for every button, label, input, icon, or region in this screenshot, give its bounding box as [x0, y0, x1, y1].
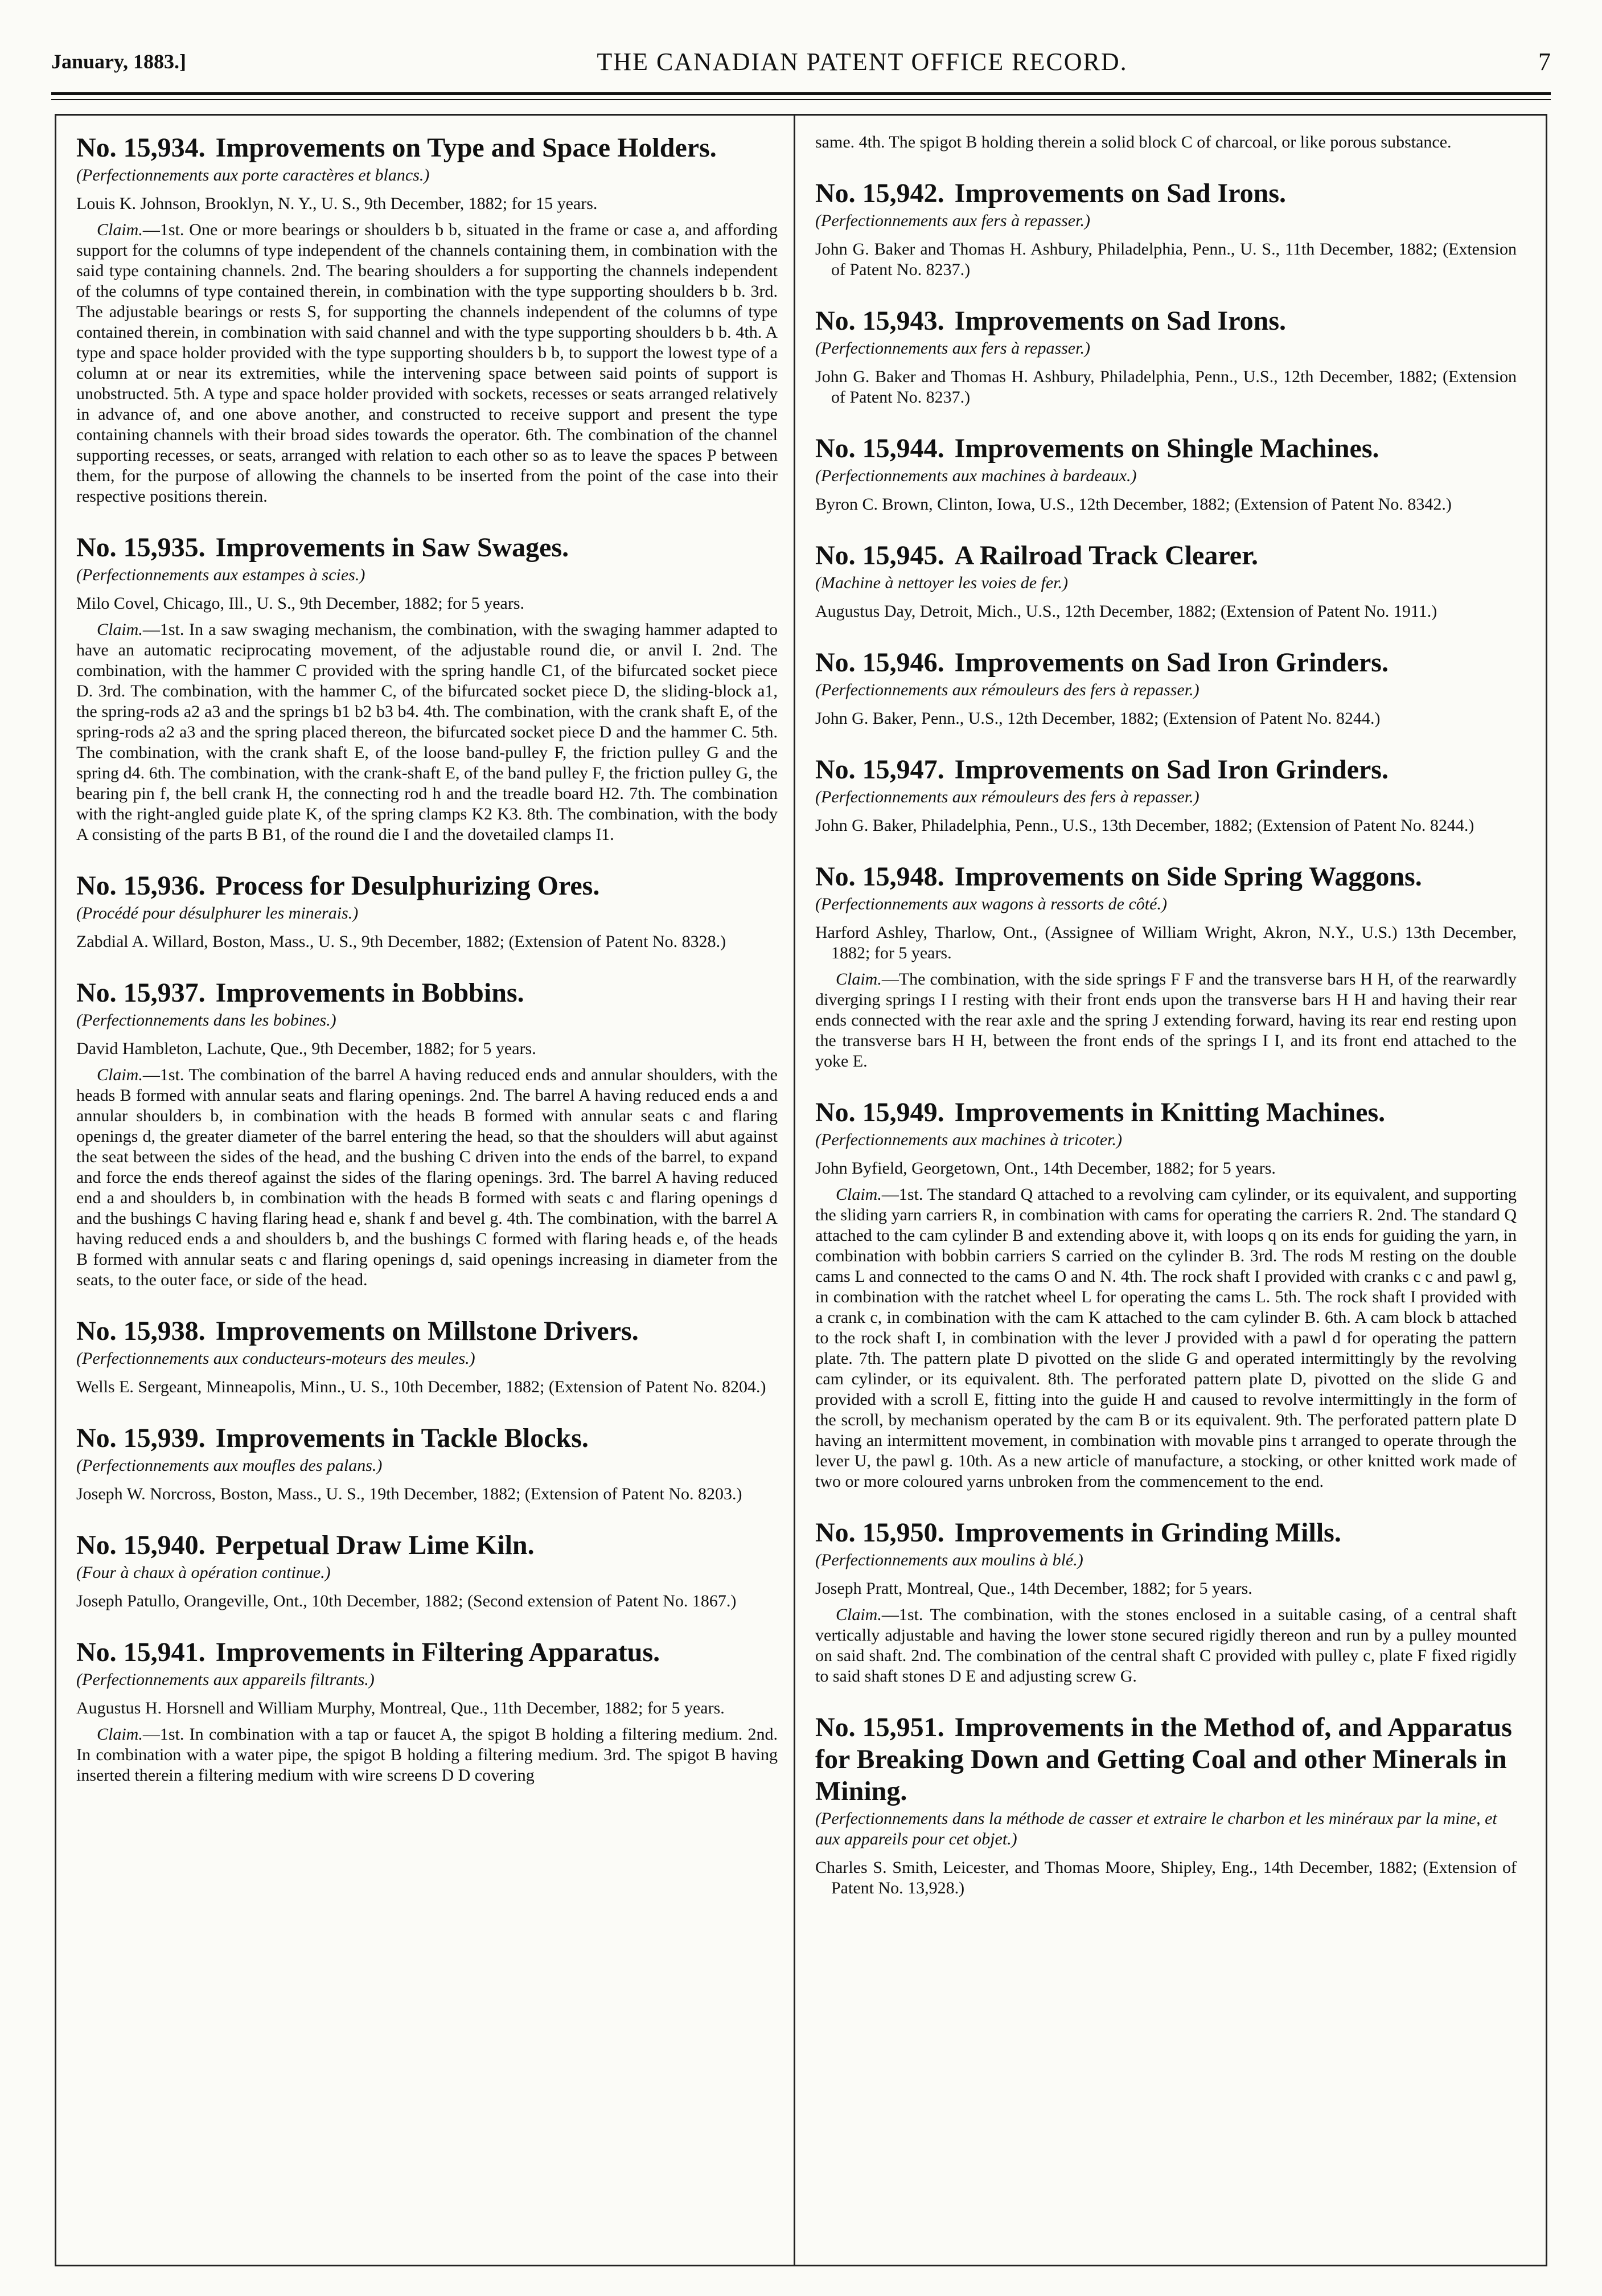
patentee-details: John G. Baker, Philadelphia, Penn., U.S., 13th December, 1882; (Extension of Patent No. 8244.) — [815, 816, 1474, 835]
patent-number: No. 15,939. — [76, 1423, 206, 1453]
patent-entry — [76, 1315, 778, 1397]
french-title: (Perfectionnements aux moufles des palans.) — [76, 1456, 383, 1475]
patent-heading — [815, 1712, 1517, 1807]
patentee-details: Charles S. Smith, Leicester, and Thomas Moore, Shipley, Eng., 14th December, 1882; (Extension of Patent No. 13,928.) — [815, 1858, 1517, 1897]
patent-number: No. 15,943. — [815, 306, 944, 336]
patent-heading — [76, 132, 778, 164]
patent-number: No. 15,938. — [76, 1316, 206, 1346]
patent-title: Improvements in Bobbins. — [215, 978, 524, 1008]
french-title: (Perfectionnements aux fers à repasser.) — [815, 339, 1090, 358]
patent-number: No. 15,935. — [76, 532, 206, 563]
patentee-details: John G. Baker and Thomas H. Ashbury, Philadelphia, Penn., U.S., 12th December, 1882; (Extension of Patent No. 8237.) — [815, 367, 1517, 407]
patent-number: No. 15,934. — [76, 133, 206, 163]
patent-title: Improvements on Shingle Machines. — [954, 433, 1379, 464]
patent-title: Improvements on Sad Irons. — [954, 306, 1286, 336]
claim-body: —1st. In a saw swaging mechanism, the combination, with the swaging hammer adapted to have an automatic reciprocating movement, of the adjustable round die, or anvil I. 2nd. The combination, with the hammer C provided with the spring handle C1, of the bifurcated socket piece D. 3rd. The combination, with the hammer C, of the bifurcated socket piece D, the sliding-block a1, the spring-rods a2 a3 and the springs b1 b2 b3 b4. 4th. The combination, with the crank shaft E, of the spring-rods a2 a3 and the spring placed thereon, the bifurcated socket piece D and the hammer C. 5th. The combination, with the crank shaft E, of the loose band-pulley F, the friction pulley G and the spring d4. 6th. The combination, with the crank-shaft E, of the band pulley F, the friction pulley G, the bearing pin f, the bell crank H, the connecting rod h and the treadle board H2. 7th. The combination with the right-angled guide plate K, of the spring clamps K2 K3. 8th. The combination, with the body A consisting of the parts B B1, of the round die I and the dovetailed clamps I1. — [76, 620, 778, 844]
french-title: (Perfectionnements aux appareils filtrants.) — [76, 1670, 375, 1689]
patentee-details: Wells E. Sergeant, Minneapolis, Minn., U. S., 10th December, 1882; (Extension of Patent No. 8204.) — [76, 1377, 766, 1396]
patent-number: No. 15,949. — [815, 1097, 944, 1128]
patent-number: No. 15,947. — [815, 755, 944, 785]
patent-title: Improvements in the Method of, and Apparatus for Breaking Down and Getting Coal and other Minerals in Mining. — [815, 1712, 1512, 1806]
patent-number: No. 15,945. — [815, 540, 944, 571]
patent-number: No. 15,940. — [76, 1530, 206, 1560]
french-title: (Perfectionnements aux rémouleurs des fers à repasser.) — [815, 680, 1200, 699]
patent-number: No. 15,948. — [815, 862, 944, 892]
claim-body: —1st. The combination, with the stones enclosed in a suitable casing, of a central shaft vertically adjustable and having the lower stone secured rigidly thereon and run by a pulley mounted on said shaft. 2nd. The combination of the central shaft C provided with pulley c, plate F fixed rigidly to said shaft stones D E and adjusting screw G. — [815, 1605, 1517, 1686]
patent-heading — [76, 532, 778, 564]
claim-body: —1st. One or more bearings or shoulders b b, situated in the frame or case a, and affording support for the columns of type independent of the channels containing them, in combination with the said type containing channels. 2nd. The bearing shoulders a for supporting the channels independent of the columns of type contained therein, in combination with the type supporting shoulders b b. 3rd. The adjustable bearings or rests S, for supporting the channels independent of the columns of type contained therein, in combination with said channel and with the type supporting shoulders b b. 4th. A type and space holder provided with the type supporting shoulders b b, to support the lowest type of a column at or near its extremities, while the intervening space between said points of support is unobstructed. 5th. A type and space holder provided with sockets, recesses or seats arranged relatively in advance of, and one above another, and constructed to receive support and present the type containing channels with their broad sides towards the operator. 6th. The combination of the channel supporting recesses, or seats, arranged with relation to each other so as to leave the spaces P between them, for the purpose of allowing the channels to be inserted from the point of the case into their respective positions therein. — [76, 220, 778, 506]
claim-body: —1st. In combination with a tap or faucet A, the spigot B holding a filtering medium. 2nd. In combination with a water pipe, the spigot B holding a filtering medium. 3rd. The spigot B having inserted therein a filtering medium with wire screens D D covering — [76, 1725, 778, 1785]
claim-body: —The combination, with the side springs F F and the transverse bars H H, of the rearwardly diverging springs I I resting with their front ends upon the transverse bars H H and having their rear ends connected with the rear axle and the spring J extending forward, having its rear end resting upon the transverse bars H H, between the front ends of the springs I I, and its front end attached to the yoke E. — [815, 970, 1517, 1071]
patent-heading — [815, 754, 1517, 786]
claim-label: Claim. — [97, 1065, 143, 1084]
patent-entry — [815, 433, 1517, 515]
claim-label: Claim. — [97, 220, 143, 239]
journal-title: THE CANADIAN PATENT OFFICE RECORD. — [597, 47, 1128, 76]
patent-number: No. 15,936. — [76, 871, 206, 901]
patent-entry — [76, 977, 778, 1290]
patent-entry — [815, 540, 1517, 622]
french-title: (Perfectionnements aux porte caractères et blancs.) — [76, 166, 430, 184]
french-title: (Perfectionnements aux rémouleurs des fers à repasser.) — [815, 788, 1200, 806]
patent-heading — [76, 1637, 778, 1668]
patent-number: No. 15,950. — [815, 1518, 944, 1548]
header-rule-thin — [51, 99, 1551, 100]
patent-title: Improvements in Grinding Mills. — [954, 1518, 1341, 1548]
patent-entry — [76, 1422, 778, 1504]
claim-label: Claim. — [97, 1725, 143, 1744]
patentee-details: Byron C. Brown, Clinton, Iowa, U.S., 12th December, 1882; (Extension of Patent No. 8342.) — [815, 495, 1452, 514]
patent-title: Improvements on Sad Iron Grinders. — [954, 755, 1389, 785]
french-title: (Perfectionnements aux conducteurs-moteurs des meules.) — [76, 1349, 475, 1368]
header-rule — [51, 92, 1551, 95]
patent-entry — [76, 532, 778, 845]
patent-title: Improvements in Saw Swages. — [215, 532, 569, 563]
patent-heading — [76, 1530, 778, 1561]
patentee-details: Louis K. Johnson, Brooklyn, N. Y., U. S., 9th December, 1882; for 15 years. — [76, 194, 598, 213]
claim-text — [815, 1605, 1517, 1687]
patent-number: No. 15,942. — [815, 178, 944, 208]
french-title: (Perfectionnements aux machines à tricoter.) — [815, 1130, 1123, 1149]
claim-text — [815, 1184, 1517, 1492]
patent-number: No. 15,951. — [815, 1712, 944, 1742]
patent-entry — [76, 1637, 778, 1786]
patent-number: No. 15,937. — [76, 978, 206, 1008]
patent-number: No. 15,941. — [76, 1637, 206, 1667]
patent-number: No. 15,944. — [815, 433, 944, 464]
patent-entry — [815, 1517, 1517, 1687]
patentee-details: Zabdial A. Willard, Boston, Mass., U. S., 9th December, 1882; (Extension of Patent No. 8328.) — [76, 932, 726, 951]
claim-label: Claim. — [836, 1185, 882, 1204]
running-head — [51, 44, 1551, 79]
patent-entry — [76, 132, 778, 507]
french-title: (Procédé pour désulphurer les minerais.) — [76, 904, 359, 922]
patent-title: Improvements in Knitting Machines. — [954, 1097, 1386, 1128]
patent-heading — [76, 977, 778, 1009]
french-title: (Machine à nettoyer les voies de fer.) — [815, 573, 1069, 592]
patent-heading — [815, 540, 1517, 572]
patent-entry — [815, 647, 1517, 729]
patent-heading — [815, 433, 1517, 465]
patentee-details: Milo Covel, Chicago, Ill., U. S., 9th December, 1882; for 5 years. — [76, 594, 524, 613]
patent-heading — [815, 1097, 1517, 1129]
patent-entry — [815, 132, 1517, 153]
patent-title: A Railroad Track Clearer. — [954, 540, 1258, 571]
patent-title: Process for Desulphurizing Ores. — [215, 871, 600, 901]
claim-label: Claim. — [836, 970, 882, 989]
patentee-details: David Hambleton, Lachute, Que., 9th December, 1882; for 5 years. — [76, 1039, 536, 1058]
patent-number: No. 15,946. — [815, 647, 944, 678]
patent-entry — [815, 305, 1517, 408]
patentee-details: John G. Baker, Penn., U.S., 12th December, 1882; (Extension of Patent No. 8244.) — [815, 709, 1381, 728]
patent-entry — [815, 754, 1517, 836]
column-divider — [794, 114, 795, 2266]
claim-text — [76, 1724, 778, 1786]
french-title: (Four à chaux à opération continue.) — [76, 1563, 331, 1582]
french-title: (Perfectionnements aux fers à repasser.) — [815, 211, 1090, 230]
patent-heading — [815, 861, 1517, 893]
patent-title: Improvements on Type and Space Holders. — [215, 133, 717, 163]
patent-entry — [815, 178, 1517, 280]
patentee-details: Augustus H. Horsnell and William Murphy, Montreal, Que., 11th December, 1882; for 5 years. — [76, 1699, 725, 1717]
patentee-details: John G. Baker and Thomas H. Ashbury, Philadelphia, Penn., U. S., 11th December, 1882; (Extension of Patent No. 8237.) — [815, 240, 1517, 279]
patent-title: Improvements on Sad Irons. — [954, 178, 1286, 208]
patent-title: Perpetual Draw Lime Kiln. — [215, 1530, 535, 1560]
patent-title: Improvements in Tackle Blocks. — [215, 1423, 589, 1453]
claim-label: Claim. — [97, 620, 143, 639]
patentee-details: Augustus Day, Detroit, Mich., U.S., 12th December, 1882; (Extension of Patent No. 1911.) — [815, 602, 1437, 621]
continued-claim-text: same. 4th. The spigot B holding therein a solid block C of charcoal, or like porous substance. — [815, 133, 1452, 151]
left-column — [76, 132, 778, 2250]
page-number: 7 — [1538, 47, 1551, 76]
patent-heading — [815, 305, 1517, 337]
patent-title: Improvements in Filtering Apparatus. — [215, 1637, 660, 1667]
claim-label: Claim. — [836, 1605, 882, 1624]
claim-body: —1st. The standard Q attached to a revolving cam cylinder, or its equivalent, and supporting the sliding yarn carriers R, in combination with cams for operating the carriers R. 2nd. The standard Q attached to the cam cylinder B and extending above it, with loops q on its ends for guiding the yarn, in combination with bobbin carriers S carried on the cylinder B. 3rd. The rods M resting on the double cams L and connected to the cams O and N. 4th. The rock shaft I provided with cranks c c and pawl g, in combination with the ratchet wheel L for operating the cams L. 5th. The rock shaft I provided with a crank c, in combination with the cam K attached to the cam cylinder B. 6th. A cam block b attached to the rock shaft I, in combination with the lever J provided with a pawl d for operating the pattern plate. 7th. The pattern plate D pivotted on the slide G and operated intermittingly by the revolving cam cylinder, or its equivalent. 8th. The perforated pattern plate D, pivotted on the slide G and provided with a scroll E, fitting into the guide H and caused to revolve intermittingly in the form of the scroll, by mechanism operated by the cam B or its equivalent. 9th. The perforated pattern plate D having an intermittent movement, in combination with movable pins t arranged to operate through the lever U, the pawl g. 10th. As a new article of manufacture, a stocking, or other knitted work made of two or more coloured yarns unbroken from the commencement to the end. — [815, 1185, 1517, 1491]
patent-title: Improvements on Side Spring Waggons. — [954, 862, 1422, 892]
french-title: (Perfectionnements dans les bobines.) — [76, 1011, 336, 1030]
claim-text — [76, 220, 778, 507]
patentee-details: Harford Ashley, Tharlow, Ont., (Assignee of William Wright, Akron, N.Y., U.S.) 13th December, 1882; for 5 years. — [815, 923, 1517, 962]
patent-heading — [76, 1422, 778, 1454]
french-title: (Perfectionnements aux estampes à scies.) — [76, 565, 365, 584]
french-title: (Perfectionnements dans la méthode de casser et extraire le charbon et les minéraux par la mine, et aux appareils pour cet objet.) — [815, 1809, 1497, 1848]
claim-text — [76, 620, 778, 845]
claim-text — [815, 969, 1517, 1072]
right-column — [815, 132, 1517, 2250]
claim-text — [76, 1065, 778, 1290]
issue-date: January, 1883.] — [51, 50, 187, 73]
patent-entry — [815, 1712, 1517, 1899]
patentee-details: Joseph Patullo, Orangeville, Ont., 10th December, 1882; (Second extension of Patent No. 1867.) — [76, 1592, 737, 1610]
french-title: (Perfectionnements aux moulins à blé.) — [815, 1551, 1083, 1569]
patent-heading — [815, 178, 1517, 210]
patent-entry — [76, 870, 778, 952]
patent-heading — [76, 870, 778, 902]
patentee-details: John Byfield, Georgetown, Ont., 14th December, 1882; for 5 years. — [815, 1159, 1276, 1178]
patentee-details: Joseph Pratt, Montreal, Que., 14th December, 1882; for 5 years. — [815, 1579, 1252, 1598]
patentee-details: Joseph W. Norcross, Boston, Mass., U. S., 19th December, 1882; (Extension of Patent No. 8203.) — [76, 1485, 742, 1503]
french-title: (Perfectionnements aux wagons à ressorts de côté.) — [815, 895, 1167, 913]
patent-entry — [815, 1097, 1517, 1492]
patent-heading — [76, 1315, 778, 1347]
patent-title: Improvements on Millstone Drivers. — [215, 1316, 639, 1346]
patent-heading — [815, 647, 1517, 679]
patent-entry — [815, 861, 1517, 1072]
patent-heading — [815, 1517, 1517, 1549]
patent-title: Improvements on Sad Iron Grinders. — [954, 647, 1389, 678]
french-title: (Perfectionnements aux machines à bardeaux.) — [815, 466, 1137, 485]
patent-entry — [76, 1530, 778, 1612]
claim-body: —1st. The combination of the barrel A having reduced ends and annular shoulders, with the heads B formed with annular seats and flaring openings. 2nd. The barrel A having reduced ends a and annular shoulders b, in combination with the heads B formed with annular seats c and flaring openings d, the greater diameter of the barrel entering the head, so that the shoulders will abut against the seat between the sides of the head, and the bushing C driven into the ends of the barrel, to expand and force the ends thereof against the sides of the flaring openings. 3rd. The barrel A having reduced end a and shoulders b, in combination with the heads B formed with seats c and flaring openings d and the bushings C having flaring head e, shank f and bevel g. 4th. The combination, with the barrel A having reduced ends a and shoulders b, and the bushings C formed with flaring heads e, of the heads B formed with annular seats c and flaring openings d, said openings increasing in diameter from the seats, to the outer face, or side of the head. — [76, 1065, 778, 1289]
